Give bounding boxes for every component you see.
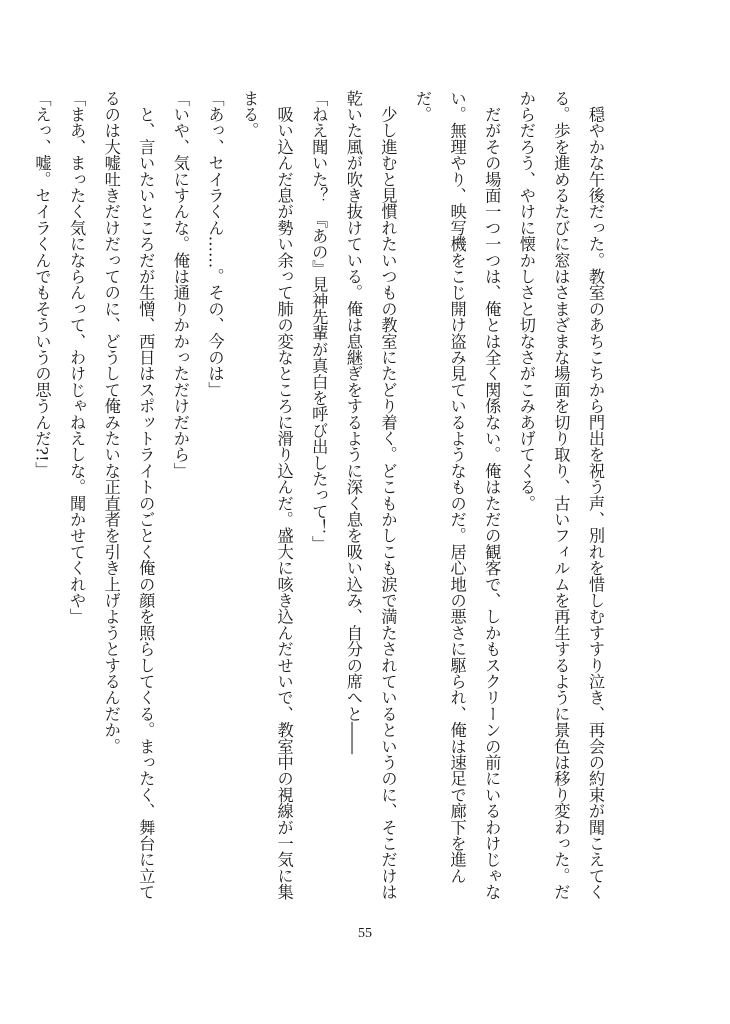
vertical-text-body <box>24 90 612 902</box>
text-line-4: 「ねえ聞いた？ 『あの』見神先輩が真白を呼び出したって！」 <box>309 90 329 552</box>
page-number: 55 <box>358 926 372 941</box>
text-line-10: 「えっ、嘘。セイラくんでもそういうの思うんだ?!」 <box>32 90 52 478</box>
text-line-3: 少し進むと見慣れたいつもの教室にたどり着く。どこもかしこも涙で満たされているというのに、そこだけは乾いた風が吹き抜けている。俺は息継ぎをするように深く息を吸い込み、自分の席へと―― <box>343 90 398 900</box>
text-line-1: 穏やかな午後だった。教室のあちこちから門出を祝う声、別れを惜しむすすり泣き、再会の約束が聞こえてくる。歩を進めるたびに窓はさまざまな場面を切り取り、古いフィルムを再生するように景色は移り変わった。だからだろう、やけに懐かしさと切なさがこみあげてくる。 <box>516 90 605 900</box>
text-line-7: 「いや、気にすんな。俺は通りかかっただけだから」 <box>170 90 190 479</box>
text-line-5: 吸い込んだ息が勢い余って肺の変なところに滑り込んだ。盛大に咳き込んだせいで、教室中の視線が一気に集まる。 <box>240 90 294 900</box>
text-line-2: だがその場面一つ一つは、俺とは全く関係ない。俺はただの観客で、しかもスクリーンの前にいるわけじゃない。無理やり、映写機をこじ開け盗み見ているようなものだ。居心地の悪さに駆られ、俺は速足で廊下を進んだ。 <box>413 90 502 900</box>
text-line-8: と、言いたいところだが生憎、西日はスポットライトのごとく俺の顔を照らしてくる。まったく、舞台に立てるのは大嘘吐きだけだってのに、どうして俺みたいな正直者を引き上げようとするんだか。 <box>101 90 156 900</box>
text-line-6: 「あっ、セイラくん……。その、今のは」 <box>205 90 225 398</box>
text-line-9: 「まあ、まったく気にならんって、わけじゃねえしな。聞かせてくれや」 <box>67 90 87 625</box>
